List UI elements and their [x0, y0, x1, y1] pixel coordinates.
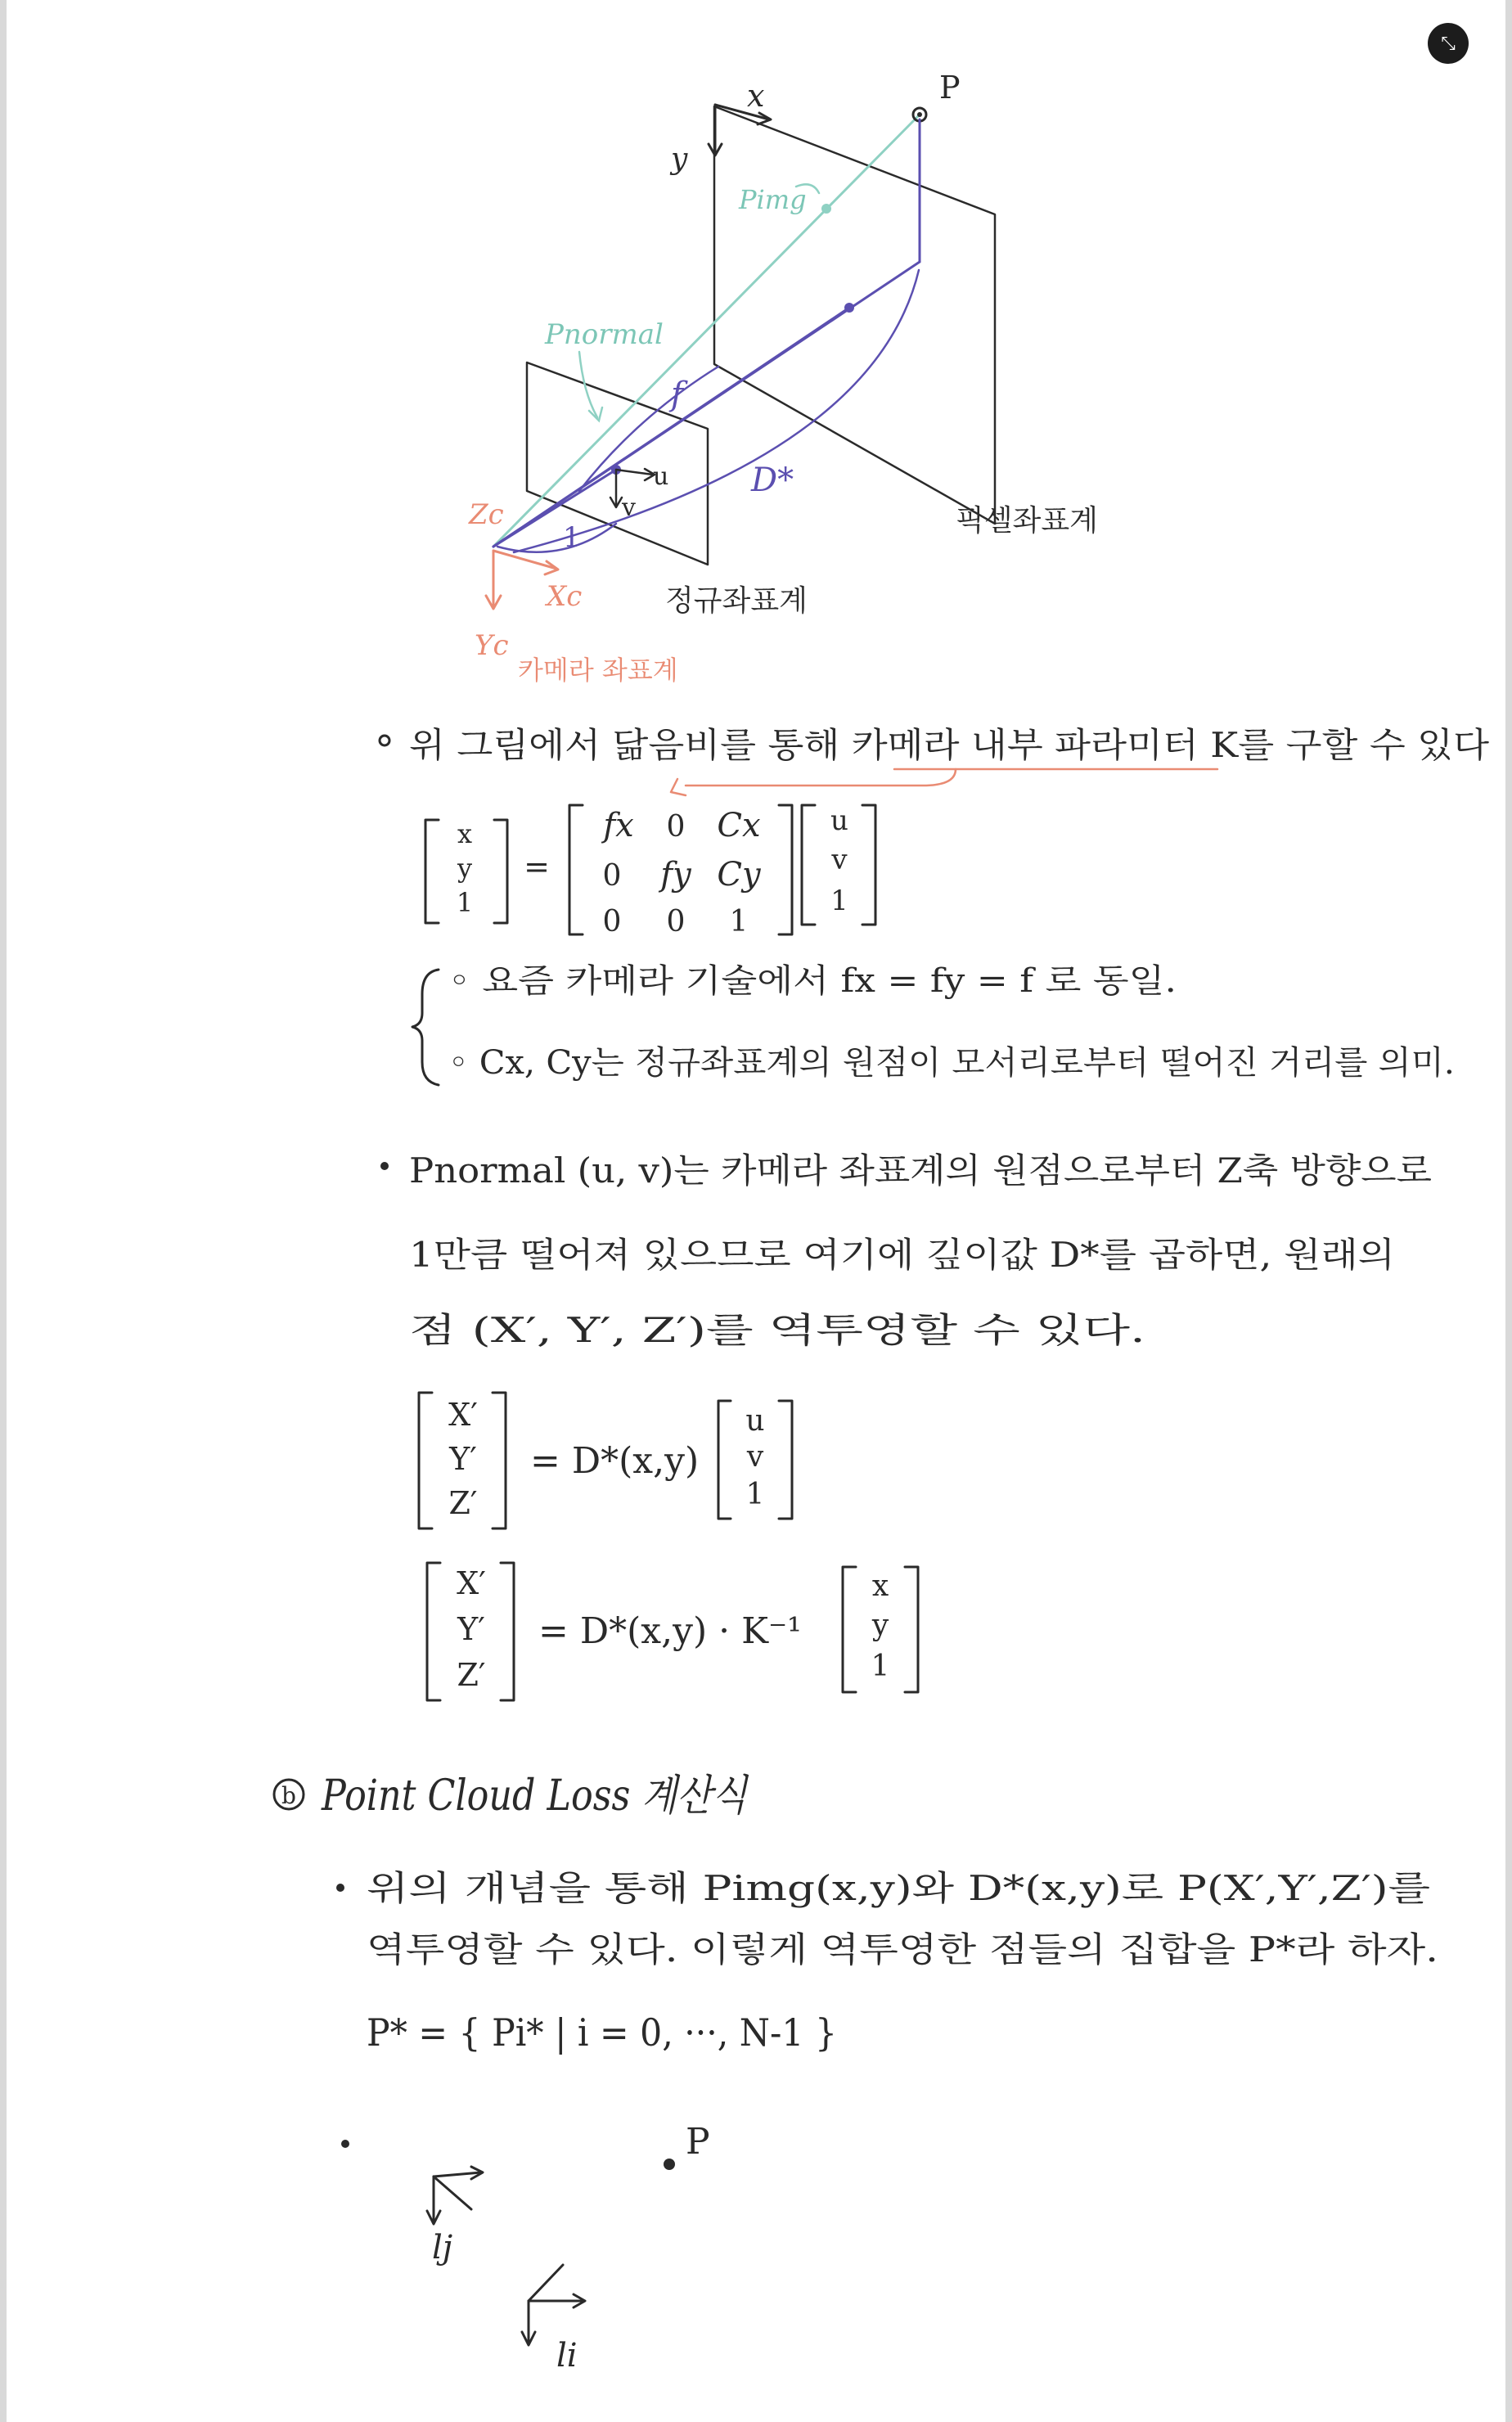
collapse-icon[interactable]: ⤡: [1428, 23, 1469, 64]
note-page: [7, 0, 1505, 2422]
note-line-1: ◦ 요즘 카메라 기술에서 fx = fy = f 로 동일.: [448, 962, 1177, 1000]
bullet-2-line-2: 1만큼 떨어져 있으므로 여기에 깊이값 D*를 곱하면, 원래의: [409, 1235, 1395, 1275]
m1-rhs-0: u: [830, 804, 848, 837]
depth-label: D*: [751, 461, 794, 499]
xc-label: Xc: [547, 580, 583, 613]
v-label: v: [622, 493, 636, 522]
bullet-1: [380, 725, 1489, 795]
m1-k-22: 1: [729, 905, 749, 939]
camera-coord-label: 카메라 좌표계: [518, 655, 678, 686]
bullet-3-line-1: 위의 개념을 통해 Pimg(x,y)와 D*(x,y)로 P(X′,Y′,Z′)를: [367, 1868, 1430, 1908]
p-img-label: Pimg: [739, 184, 807, 215]
m1-lhs-2: 1: [456, 887, 474, 918]
m1-k-21: 0: [666, 905, 686, 939]
eq2-lhs-1: Y′: [449, 1441, 477, 1477]
eq2-rhs-1: v: [746, 1440, 764, 1474]
pixel-axes: [669, 78, 771, 176]
sketch-lj-label: lj: [432, 2229, 453, 2267]
m1-rhs-1: v: [831, 844, 848, 876]
eq2-rhs-0: u: [745, 1404, 765, 1438]
eq2-rhs-2: 1: [745, 1478, 765, 1511]
bullet-2: [380, 1150, 1432, 1350]
sketch-point-label: P: [686, 2121, 710, 2163]
bullet-3-line-2: 역투영할 수 있다. 이렇게 역투영한 점들의 집합을 P*라 하자.: [367, 1929, 1438, 1970]
eq2-mid: = D*(x,y): [530, 1440, 700, 1482]
eq3-lhs-0: X′: [457, 1565, 486, 1601]
m1-k-20: 0: [602, 905, 622, 939]
normal-coord-label: 정규좌표계: [665, 584, 808, 618]
matrix-equation-2: [419, 1393, 792, 1528]
eq3-lhs-1: Y′: [457, 1611, 485, 1647]
sketch-li-label: li: [556, 2337, 578, 2375]
eq3-rhs-1: y: [871, 1609, 889, 1642]
eq2-lhs-2: Z′: [448, 1485, 478, 1521]
m1-k-12: Cy: [717, 856, 761, 894]
section-title: Point Cloud Loss 계산식: [321, 1771, 749, 1821]
pixel-coord-label: 픽셀좌표계: [956, 504, 1098, 538]
m1-k-01: 0: [666, 810, 686, 844]
m1-k-11: fy: [660, 856, 691, 894]
section-heading: [274, 1771, 749, 1821]
u-label: u: [653, 462, 669, 491]
point-p-label: P: [939, 70, 961, 106]
bullet-2-line-3: 점 (X′, Y′, Z′)를 역투영할 수 있다.: [409, 1310, 1145, 1350]
handwritten-note: [7, 0, 1505, 2422]
section-number: b: [281, 1782, 296, 1809]
bullet-3: [336, 1868, 1438, 2055]
matrix-equation-3: [427, 1563, 918, 1700]
m1-k-00: fx: [603, 807, 634, 844]
camera-projection-diagram: [468, 70, 1098, 686]
svg-text:=: =: [524, 849, 550, 885]
m1-k-10: 0: [602, 859, 622, 893]
yc-label: Yc: [475, 629, 509, 662]
eq3-rhs-2: 1: [871, 1650, 890, 1683]
p-normal-label: Pnormal: [545, 318, 664, 351]
m1-rhs-2: 1: [830, 885, 848, 917]
m1-k-02: Cx: [717, 807, 761, 844]
zc-label: Zc: [469, 498, 504, 531]
bottom-sketch: [341, 2121, 710, 2375]
axis-x-label: x: [747, 78, 765, 114]
focal-label: f: [671, 376, 683, 413]
notes-brace: [412, 962, 1455, 1085]
eq3-rhs-0: x: [871, 1569, 889, 1603]
m1-lhs-0: x: [457, 818, 473, 849]
matrix-equation-1: [425, 804, 875, 939]
axis-y-label: y: [671, 142, 688, 176]
bullet-3-line-3: P* = { Pi* | i = 0, ···, N-1 }: [367, 2010, 837, 2055]
bullet-2-line-1: Pnormal (u, v)는 카메라 좌표계의 원점으로부터 Z축 방향으로: [409, 1150, 1432, 1191]
one-label: 1: [563, 521, 581, 554]
m1-lhs-1: y: [457, 853, 473, 884]
eq3-mid: = D*(x,y) · K⁻¹: [538, 1610, 802, 1652]
bullet-1-text: 위 그림에서 닮음비를 통해 카메라 내부 파라미터 K를 구할 수 있다: [409, 725, 1490, 765]
note-line-2: ◦ Cx, Cy는 정규좌표계의 원점이 모서리로부터 떨어진 거리를 의미.: [448, 1044, 1455, 1082]
eq3-lhs-2: Z′: [457, 1657, 486, 1693]
eq2-lhs-0: X′: [448, 1397, 478, 1433]
